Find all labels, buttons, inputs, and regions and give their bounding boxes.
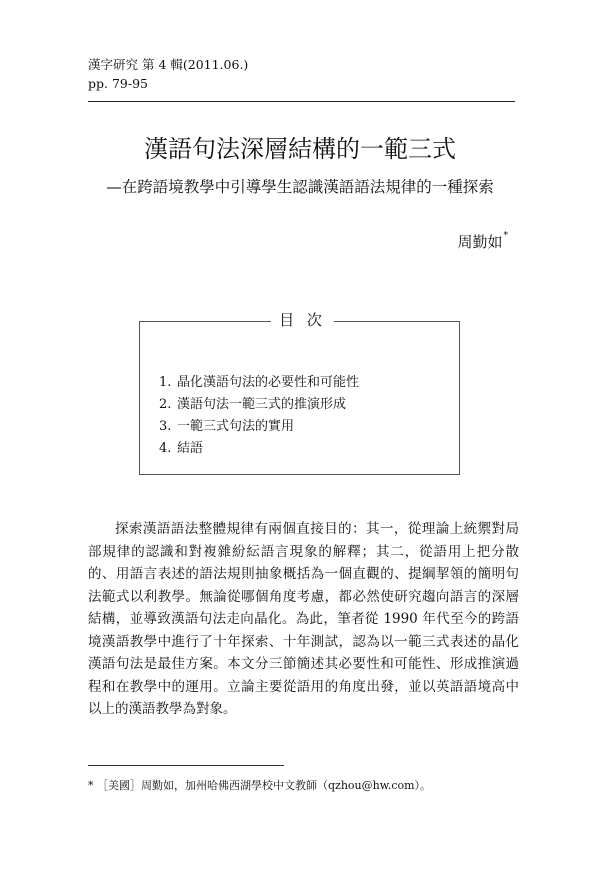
toc-item-number: 3. xyxy=(159,419,172,434)
toc-item-number: 1. xyxy=(159,375,172,390)
toc-item-number: 2. xyxy=(159,397,172,412)
footnote-rule xyxy=(88,765,284,766)
toc-item xyxy=(159,438,359,460)
toc-list xyxy=(159,372,359,460)
abstract-paragraph: 探索漢語語法整體規律有兩個直接目的：其一，從理論上統禦對局部規律的認識和對複雜紛紜語言現象的解釋；其二，從語用上把分散的、用語言表述的語法規則抽象概括為一個直觀的、提綱挈領的簡明句法範式以利教學。無論從哪個角度考慮，都必然使研究趨向語言的深層結構，並導致漢語句法走向晶化。為此，筆者從 1990 年代至今的跨語境漢語教學中進行了十年探索、十年測試，認為以一範三式表述的晶化漢語句法是最佳方案。本文分三節簡述其必要性和可能性、形成推演過程和在教學中的運用。立論主要從語用的角度出發，並以英語語境高中以上的漢語教學為對象。 xyxy=(88,521,519,717)
paper-title: 漢語句法深層結構的一範三式 xyxy=(144,135,456,163)
toc-item-text: 結語 xyxy=(177,441,204,456)
toc-item xyxy=(159,394,359,416)
page-range: pp. 79-95 xyxy=(88,76,148,91)
toc-item-text: 晶化漢語句法的必要性和可能性 xyxy=(177,375,360,390)
toc-item xyxy=(159,416,359,438)
author-footnote-marker: * xyxy=(503,231,508,241)
author-line xyxy=(457,232,508,252)
author-name: 周勤如 xyxy=(457,233,503,251)
footnote: * ［美國］周勤如，加州哈佛西湖學校中文教師（qzhou@hw.com）。 xyxy=(88,779,432,792)
toc-item-number: 4. xyxy=(159,441,172,456)
toc-item-text: 漢語句法一範三式的推演形成 xyxy=(177,397,347,412)
toc-title: 目 次 xyxy=(271,309,334,331)
toc-item-text: 一範三式句法的實用 xyxy=(177,419,295,434)
paper-subtitle: —在跨語境教學中引導學生認識漢語語法規律的一種探索 xyxy=(106,178,494,196)
toc-item xyxy=(159,372,359,394)
journal-info: 漢字研究 第 4 輯(2011.06.) xyxy=(88,57,249,72)
header-rule xyxy=(88,101,515,102)
